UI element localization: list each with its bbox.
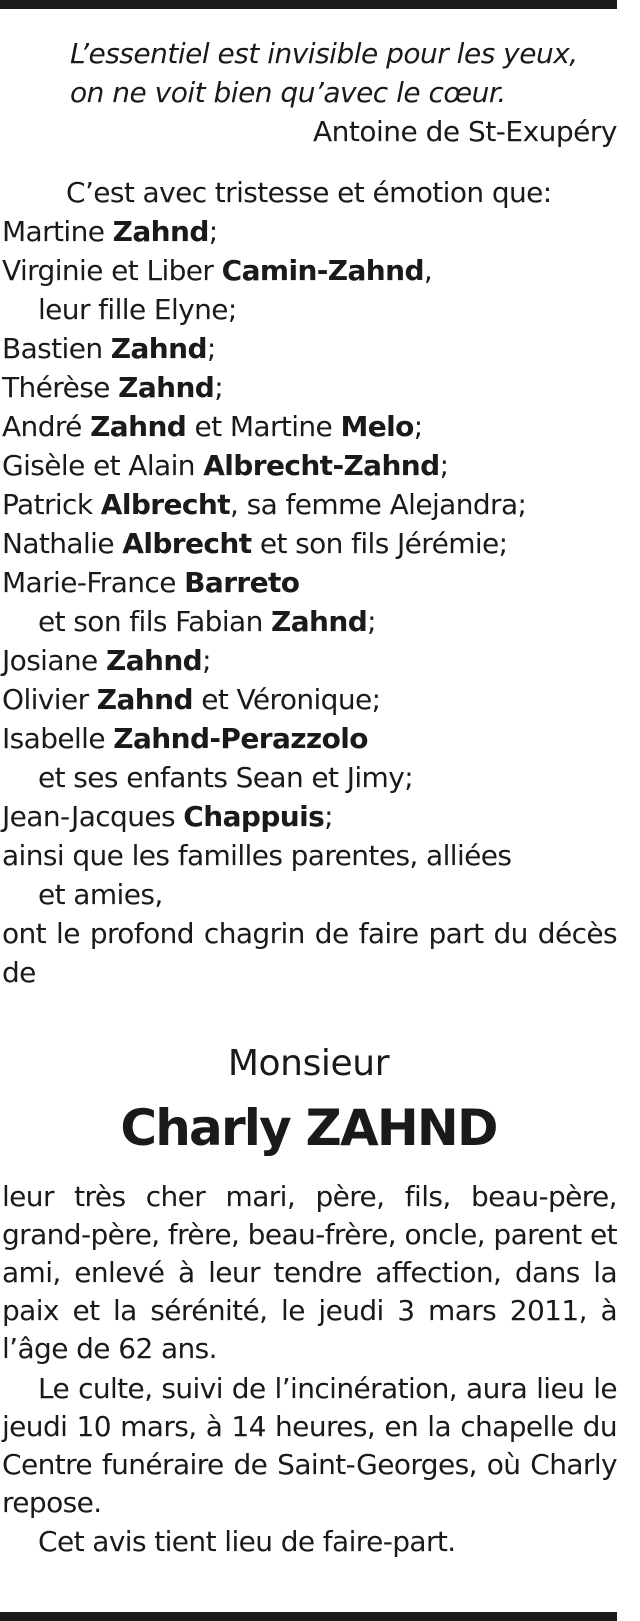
mourner-first: Bastien [2, 332, 111, 365]
mourner-first: Patrick [2, 488, 101, 521]
mourner-row [2, 251, 617, 290]
mourner-row [2, 680, 617, 719]
mourner-row [2, 329, 617, 368]
ceremony-paragraph: Le culte, suivi de l’incinération, aura lieu le jeudi 10 mars, à 14 heures, en la chapelle du Centre funéraire de Saint-Georges, où Charly repose. [2, 1372, 617, 1519]
mourner-row [2, 524, 617, 563]
mourner-row-continuation: et ses enfants Sean et Jimy; [38, 761, 414, 794]
mourner-surname: Chappuis [183, 800, 325, 833]
mourner-first: Isabelle [2, 722, 114, 755]
mourner-end: ; [208, 215, 218, 248]
mourner-first: André [2, 410, 91, 443]
deceased-name: Charly ZAHND [120, 1099, 497, 1157]
mourner-row [2, 641, 617, 680]
mourner-end: et son fils Jérémie; [251, 527, 508, 560]
mourner-surname: Zahnd [112, 215, 209, 248]
mourner-surname: Zahnd [90, 410, 187, 443]
mourner-first: Thérèse [2, 371, 119, 404]
intro-line: C’est avec tristesse et émotion que: [66, 176, 552, 209]
epigraph-line-2: on ne voit bien qu’avec le cœur. [70, 76, 506, 109]
mourner-row [2, 407, 617, 446]
mourner-row [2, 446, 617, 485]
mourner-surname: Camin-Zahnd [221, 254, 424, 287]
mourner-first: Martine [2, 215, 113, 248]
mourner-end: ; [214, 371, 224, 404]
mourner-surname: Zahnd [110, 332, 207, 365]
mourner-mid: et Martine [186, 410, 341, 443]
mourner-surname: Zahnd-Perazzolo [113, 722, 368, 755]
mourner-end: , sa femme Alejandra; [230, 488, 527, 521]
mourner-first: Gisèle et Alain [2, 449, 204, 482]
mourner-row: ainsi que les familles parentes, alliées [2, 839, 512, 872]
mourner-end: ; [202, 644, 211, 677]
mourner-first: Josiane [2, 644, 106, 677]
bottom-rule [0, 1612, 617, 1621]
tribute-paragraph: leur très cher mari, père, fils, beau-père, grand-père, frère, beau-frère, oncle, parent et ami, enlevé à leur tendre affection, dans la paix et la sérénité, le jeudi 3 mars 2011, à l’âge de 62 ans. [2, 1180, 617, 1365]
mourner-surname: Zahnd [96, 683, 193, 716]
mourner-row [2, 719, 617, 758]
mourner-first: Olivier [2, 683, 97, 716]
mourner-row [2, 212, 617, 251]
mourner-surname: Melo [340, 410, 414, 443]
mourner-row [2, 485, 617, 524]
mourner-surname: Zahnd [271, 605, 368, 638]
mourner-surname: Albrecht-Zahnd [203, 449, 440, 482]
mourner-row [2, 368, 617, 407]
mourner-end: ; [413, 410, 423, 443]
mourner-first: Marie-France [2, 566, 185, 599]
epigraph-line-1: L’essentiel est invisible pour les yeux, [70, 37, 578, 70]
mourner-first: Nathalie [2, 527, 123, 560]
announcement-text: ont le profond chagrin de faire part du décès de [2, 917, 617, 989]
mourner-row [2, 797, 617, 836]
mourner-end: ; [206, 332, 216, 365]
mourner-end: ; [367, 605, 376, 638]
deceased-honorific: Monsieur [227, 1043, 390, 1084]
mourner-surname: Albrecht [100, 488, 230, 521]
mourners-list [2, 173, 617, 914]
mourner-row-continuation: et amies, [38, 878, 163, 911]
mourner-surname: Barreto [184, 566, 300, 599]
mourner-row [2, 563, 617, 602]
mourner-surname: Zahnd [106, 644, 203, 677]
epigraph [70, 34, 618, 112]
mourner-end: , [423, 254, 433, 287]
mourner-end: ; [324, 800, 334, 833]
mourner-surname: Albrecht [122, 527, 252, 560]
mourner-first: Virginie et Liber [2, 254, 222, 287]
mourner-end: et Véronique; [192, 683, 381, 716]
mourner-first: et son fils Fabian [38, 605, 272, 638]
mourner-end: ; [439, 449, 449, 482]
mourner-surname: Zahnd [118, 371, 215, 404]
mourner-first: Jean-Jacques [2, 800, 184, 833]
mourner-row-continuation: leur fille Elyne; [38, 293, 237, 326]
closing-line: Cet avis tient lieu de faire-part. [38, 1525, 456, 1558]
top-rule [0, 0, 617, 9]
epigraph-author: Antoine de St-Exupéry [312, 115, 617, 148]
mourner-row-continuation [2, 602, 617, 641]
